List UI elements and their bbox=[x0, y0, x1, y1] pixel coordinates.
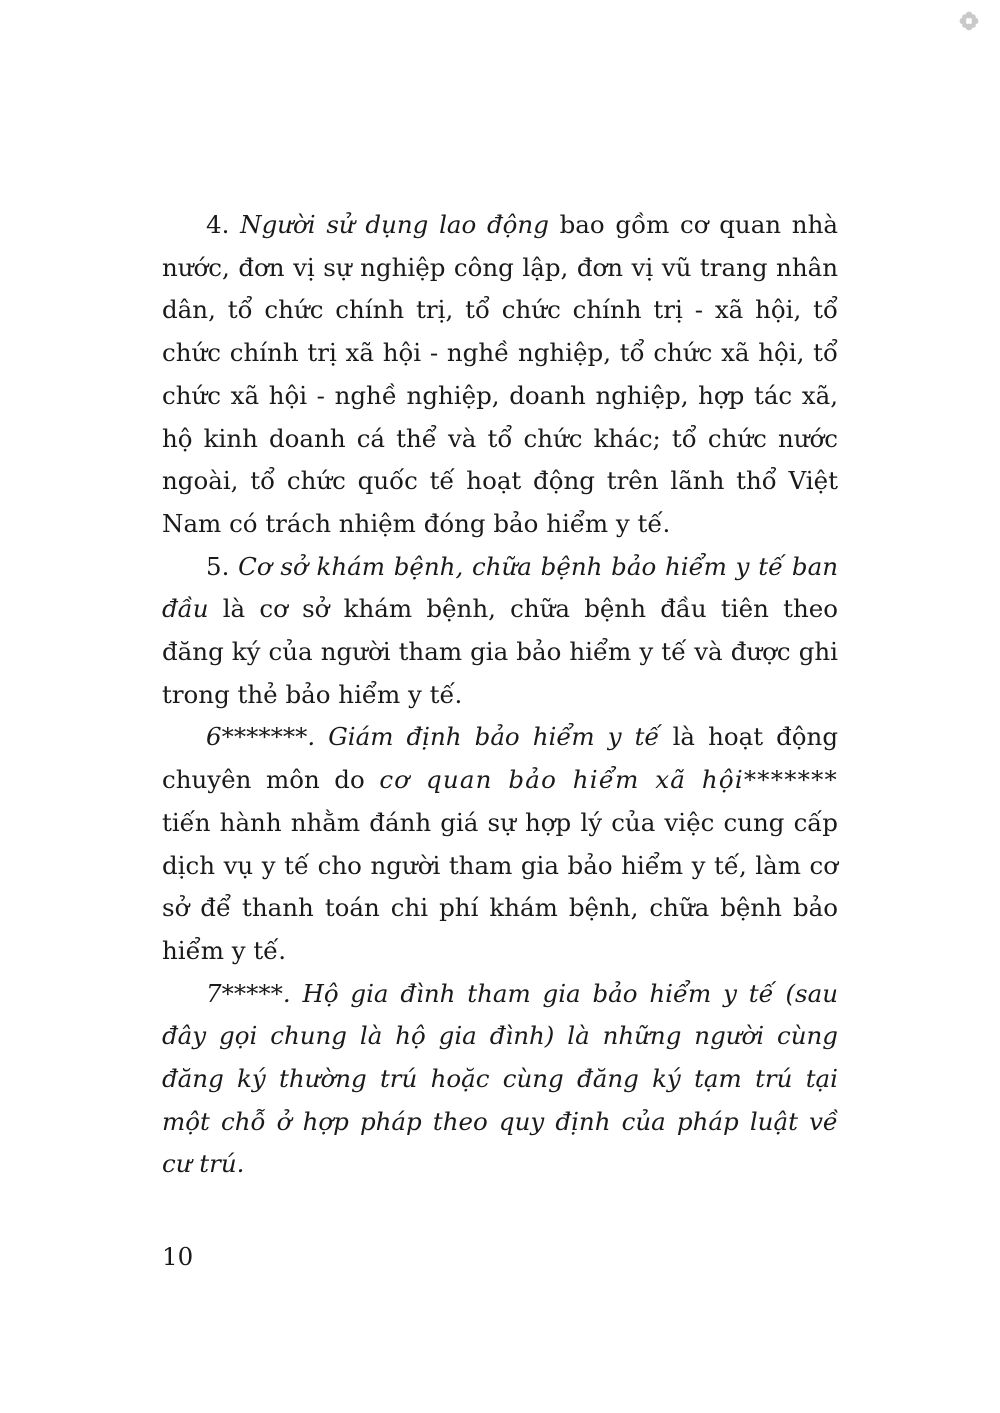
paragraph-6 bbox=[162, 716, 838, 972]
flower-icon bbox=[958, 10, 980, 32]
paragraph-7-number: 7*****. bbox=[206, 978, 291, 1008]
paragraph-6-number: 6*******. bbox=[206, 722, 316, 752]
paragraph-4-number: 4. bbox=[206, 210, 230, 239]
paragraph-6-term: Giám định bảo hiểm y tế bbox=[328, 722, 660, 752]
page-number: 10 bbox=[162, 1242, 194, 1271]
paragraph-5 bbox=[162, 546, 838, 717]
paragraph-5-body: là cơ sở khám bệnh, chữa bệnh đầu tiên theo đăng ký của người tham gia bảo hiểm y tế và được ghi trong thẻ bảo hiểm y tế. bbox=[162, 594, 838, 709]
paragraph-5-term: Cơ sở khám bệnh, chữa bệnh bảo hiểm y tế ban đầu bbox=[162, 551, 838, 624]
paragraph-4 bbox=[162, 204, 838, 546]
paragraph-7 bbox=[162, 973, 838, 1187]
paragraph-7-text: Hộ gia đình tham gia bảo hiểm y tế (sau đây gọi chung là hộ gia đình) là những người cùng đăng ký thường trú hoặc cùng đăng ký tạm trú tại một chỗ ở hợp pháp theo quy định của pháp luật về cư trú. bbox=[162, 978, 838, 1179]
page-body bbox=[162, 204, 838, 1186]
paragraph-4-body: bao gồm cơ quan nhà nước, đơn vị sự nghiệp công lập, đơn vị vũ trang nhân dân, tổ chức chính trị, tổ chức chính trị - xã hội, tổ chức chính trị xã hội - nghề nghiệp, tổ chức xã hội, tổ chức xã hội - nghề nghiệp, doanh nghiệp, hợp tác xã, hộ kinh doanh cá thể và tổ chức khác; tổ chức nước ngoài, tổ chức quốc tế hoạt động trên lãnh thổ Việt Nam có trách nhiệm đóng bảo hiểm y tế. bbox=[162, 210, 838, 538]
paragraph-5-number: 5. bbox=[206, 551, 230, 581]
paragraph-4-term: Người sử dụng lao động bbox=[240, 210, 549, 239]
paragraph-6-body-before: là hoạt động chuyên môn do bbox=[162, 722, 839, 795]
paragraph-6-agency: cơ quan bảo hiểm xã hội******* bbox=[379, 765, 839, 795]
paragraph-6-body-after: tiến hành nhằm đánh giá sự hợp lý của việc cung cấp dịch vụ y tế cho người tham gia bảo hiểm y tế, làm cơ sở để thanh toán chi phí khám bệnh, chữa bệnh bảo hiểm y tế. bbox=[162, 807, 838, 965]
